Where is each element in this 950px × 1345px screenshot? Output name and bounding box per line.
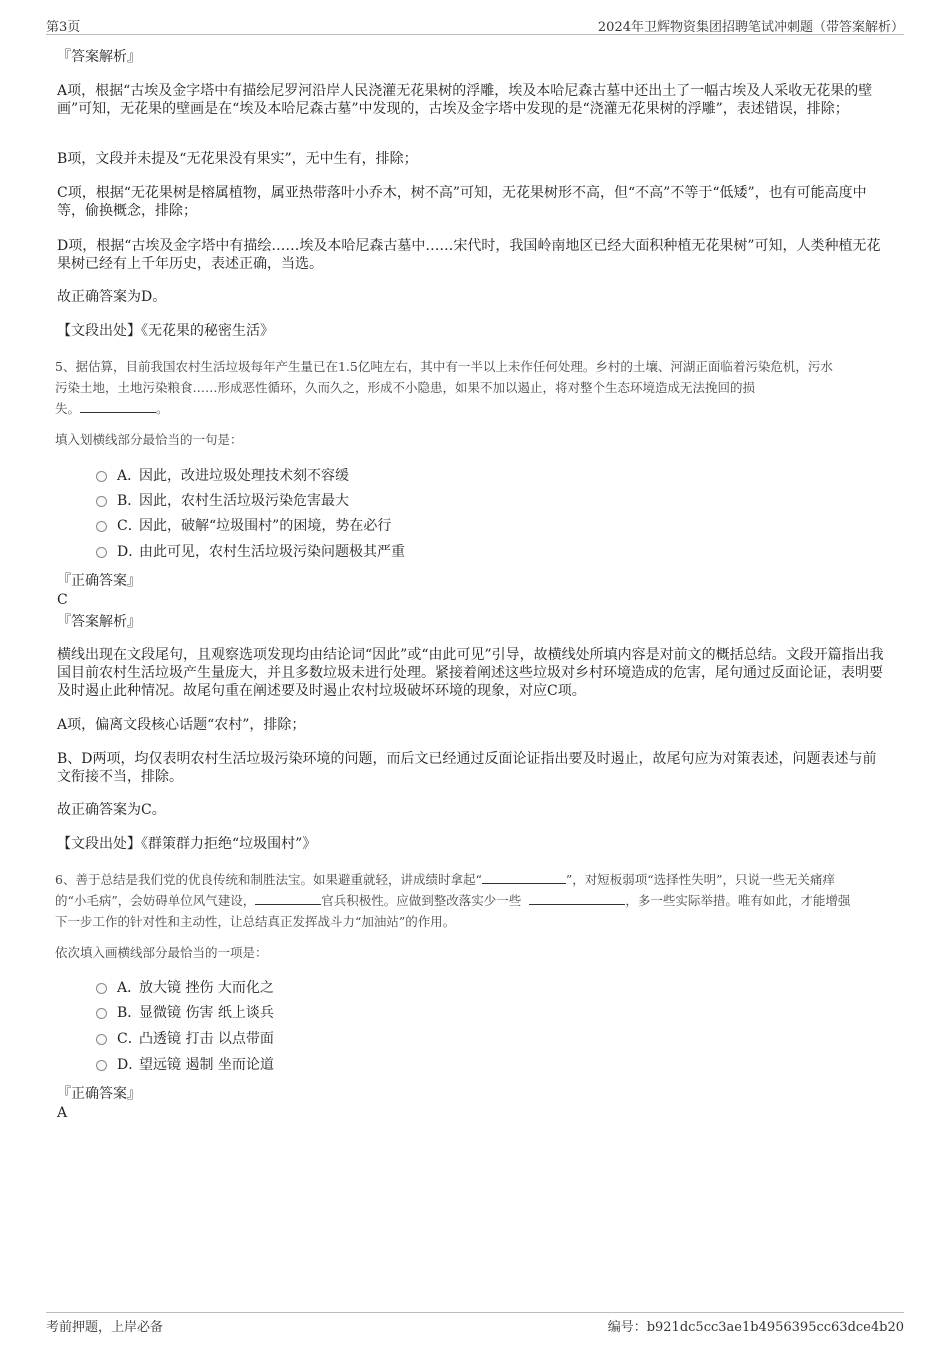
document-title: 2024年卫辉物资集团招聘笔试冲刺题（带答案解析） [597, 20, 904, 35]
q6-option-b[interactable] [96, 1003, 274, 1023]
radio-icon[interactable] [96, 983, 107, 994]
option-text: 望远镜 遏制 坐而论道 [139, 1057, 274, 1073]
option-letter: D． [117, 1057, 143, 1073]
q5-answer: C [57, 592, 68, 608]
q5-answer-label: 『正确答案』 [57, 573, 141, 589]
option-text: 凸透镜 打击 以点带面 [139, 1031, 274, 1047]
q4-conclusion: 故正确答案为D。 [57, 289, 167, 305]
option-text: 放大镜 挫伤 大而化之 [139, 980, 274, 996]
option-text: 因此，破解“垃圾围村”的困境，势在必行 [139, 518, 392, 534]
q5-stem-line3-post: 。 [156, 401, 169, 416]
q4-analysis-a: A项，根据“古埃及金字塔中有描绘尼罗河沿岸人民浇灌无花果树的浮雕，埃及本哈尼森古墓中还出土了一幅古埃及人采收无花果的壁画”可知，无花果的壁画是在“埃及本哈尼森古墓”中发现的，古埃及金字塔中发现的是“浇灌无花果树的浮雕”，表述错误，排除； [57, 83, 873, 117]
footer-slogan: 考前押题，上岸必备 [46, 1320, 164, 1335]
q5-option-b[interactable] [96, 491, 349, 511]
radio-icon[interactable] [96, 471, 107, 482]
q5-option-c[interactable] [96, 516, 391, 536]
q5-option-a[interactable] [96, 466, 349, 486]
q6-blank-3 [529, 892, 625, 905]
q6-stem-line1 [55, 869, 895, 890]
option-letter: C． [117, 518, 142, 534]
option-letter: A． [117, 980, 142, 996]
q5-stem-line3-pre: 失。 [55, 401, 81, 416]
q6-answer: A [57, 1105, 68, 1121]
radio-icon[interactable] [96, 1060, 107, 1071]
option-text: 因此，改进垃圾处理技术刻不容缓 [139, 468, 349, 484]
q6-option-c[interactable] [96, 1029, 274, 1049]
option-text: 由此可见，农村生活垃圾污染问题极其严重 [139, 544, 405, 560]
q5-stem [55, 356, 895, 419]
q6-line2-mid: 官兵积极性。应做到整改落实少一些 [321, 893, 522, 908]
option-text: 显微镜 伤害 纸上谈兵 [139, 1005, 274, 1021]
q4-analysis-b: B项，文段并未提及“无花果没有果实”，无中生有，排除； [57, 151, 418, 167]
q6-blank-1 [482, 871, 566, 884]
radio-icon[interactable] [96, 1034, 107, 1045]
page-header [46, 14, 904, 35]
q4-source: 【文段出处】《无花果的秘密生活》 [57, 323, 274, 339]
q6-answer-label: 『正确答案』 [57, 1086, 141, 1102]
page-number: 第3页 [46, 20, 81, 35]
radio-icon[interactable] [96, 496, 107, 507]
q5-analysis-label: 『答案解析』 [57, 614, 141, 630]
q6-line1-pre: 6、善于总结是我们党的优良传统和制胜法宝。如果避重就轻，讲成绩时拿起“ [55, 872, 482, 887]
q6-line1-post: ”，对短板弱项“选择性失明”，只说一些无关痛痒 [565, 872, 836, 887]
q6-stem-line2 [55, 890, 895, 911]
q4-analysis-label: 『答案解析』 [57, 49, 141, 65]
q4-analysis-c: C项，根据“无花果树是榕属植物，属亚热带落叶小乔木，树不高”可知，无花果树形不高，但“不高”不等于“低矮”，也有可能高度中等，偷换概念，排除； [57, 185, 867, 219]
option-text: 因此，农村生活垃圾污染危害最大 [139, 493, 349, 509]
q5-stem-line1: 5、据估算，目前我国农村生活垃圾每年产生量已在1.5亿吨左右，其中有一半以上未作任何处理。乡村的土壤、河湖正面临着污染危机，污水 [55, 359, 833, 374]
q6-prompt: 依次填入画横线部分最恰当的一项是： [55, 945, 268, 960]
q5-source: 【文段出处】《群策群力拒绝“垃圾围村”》 [57, 836, 317, 852]
radio-icon[interactable] [96, 521, 107, 532]
option-letter: A． [117, 468, 142, 484]
option-letter: C． [117, 1031, 142, 1047]
q5-conclusion: 故正确答案为C。 [57, 802, 166, 818]
q5-stem-line3 [55, 398, 895, 419]
q5-analysis-a: A项，偏离文段核心话题“农村”，排除； [57, 717, 306, 733]
radio-icon[interactable] [96, 547, 107, 558]
document-id: 编号：b921dc5cc3ae1b4956395cc63dce4b20 [607, 1320, 904, 1335]
q5-analysis-bd: B、D两项，均仅表明农村生活垃圾污染环境的问题，而后文已经通过反面论证指出要及时遏止，故尾句应为对策表述，问题表述与前文衔接不当，排除。 [57, 751, 877, 785]
option-letter: B． [117, 1005, 142, 1021]
page-footer [46, 1312, 904, 1333]
q5-analysis-main: 横线出现在文段尾句，且观察选项发现均由结论词“因此”或“由此可见”引导，故横线处所填内容是对前文的概括总结。文段开篇指出我国目前农村生活垃圾产生量庞大，并且多数垃圾未进行处理。紧接着阐述这些垃圾对乡村环境造成的危害，尾句通过反面论证，表明要及时遏止此种情况。故尾句重在阐述要及时遏止农村垃圾破坏环境的现象，对应C项。 [57, 647, 884, 699]
q5-stem-line2: 污染土地，土地污染粮食……形成恶性循环，久而久之，形成不小隐患，如果不加以遏止，将对整个生态环境造成无法挽回的损 [55, 380, 756, 395]
q6-option-a[interactable] [96, 978, 274, 998]
q6-stem-line3: 下一步工作的针对性和主动性，让总结真正发挥战斗力“加油站”的作用。 [55, 914, 456, 929]
q6-option-d[interactable] [96, 1055, 274, 1075]
q5-answer-blank [80, 400, 156, 413]
q4-analysis-d: D项，根据“古埃及金字塔中有描绘……埃及本哈尼森古墓中……宋代时，我国岭南地区已经大面积种植无花果树”可知，人类种植无花果树已经有上千年历史，表述正确，当选。 [57, 238, 881, 272]
q6-stem [55, 869, 895, 932]
radio-icon[interactable] [96, 1008, 107, 1019]
q6-line2-post: ，多一些实际举措。唯有如此，才能增强 [625, 893, 851, 908]
q6-line2-pre: 的“小毛病”，会妨碍单位风气建设， [55, 893, 256, 908]
option-letter: D． [117, 544, 143, 560]
option-letter: B． [117, 493, 142, 509]
q5-option-d[interactable] [96, 542, 405, 562]
q5-prompt: 填入划横线部分最恰当的一句是： [55, 432, 243, 447]
q6-blank-2 [255, 892, 321, 905]
